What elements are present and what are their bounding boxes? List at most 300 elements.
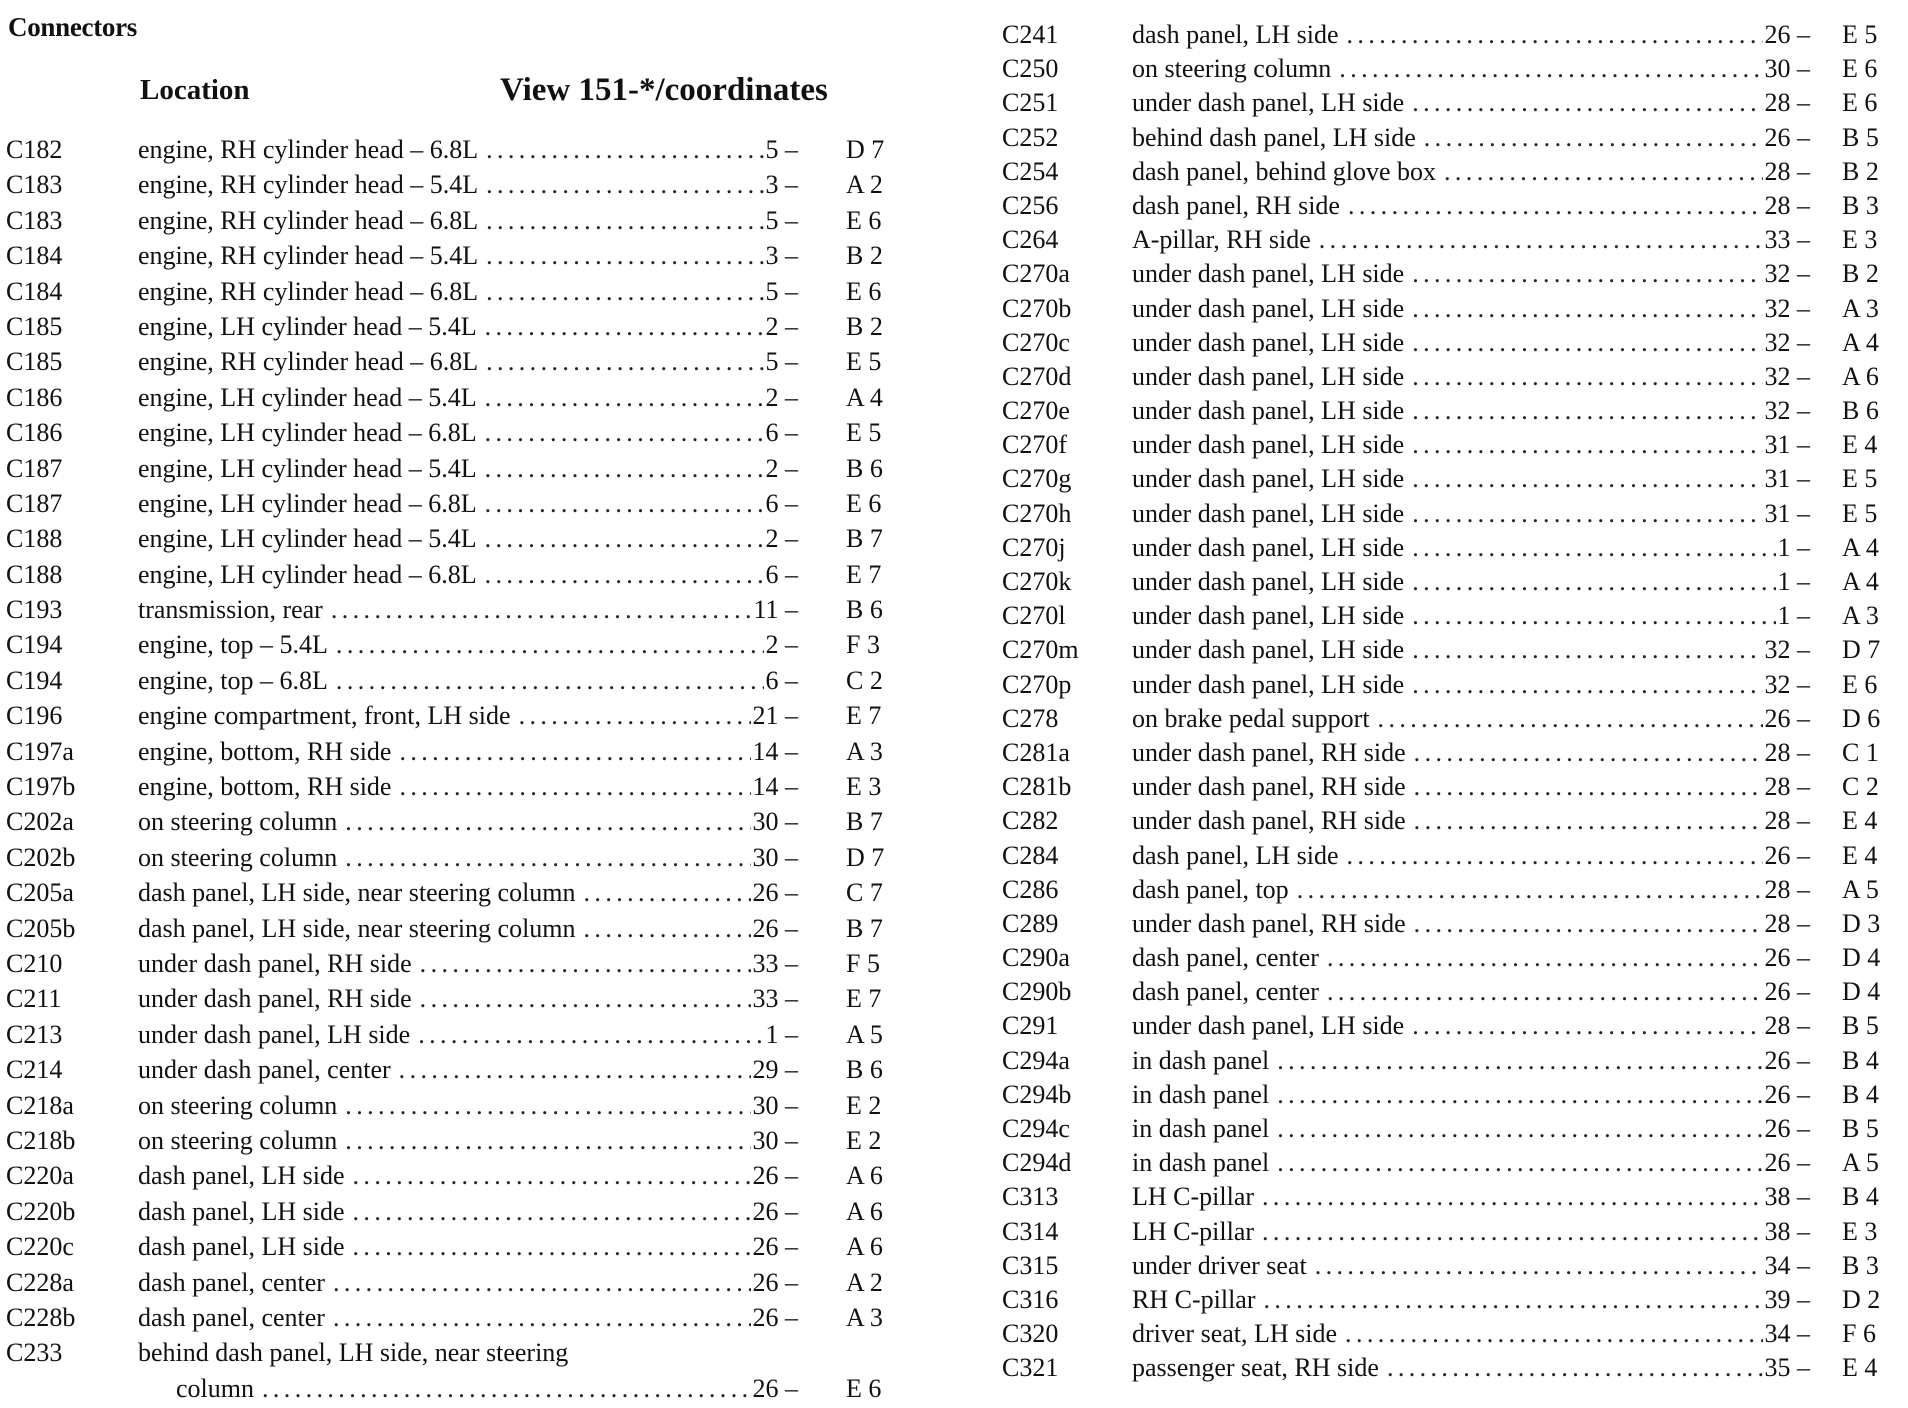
connector-row — [1002, 531, 1902, 565]
grid-coordinate: A 3 — [846, 736, 883, 766]
connector-row — [1002, 873, 1902, 907]
connector-location: dash panel, LH side — [1132, 840, 1339, 870]
connector-row — [1002, 1317, 1902, 1351]
grid-coordinate: A 6 — [846, 1161, 883, 1191]
dot-leader — [1444, 155, 1763, 189]
dot-leader — [1414, 804, 1763, 838]
dot-leader — [345, 1123, 750, 1158]
connector-code: C286 — [1002, 874, 1059, 904]
connector-location: under dash panel, LH side — [1132, 635, 1405, 665]
grid-coordinate: A 4 — [846, 382, 883, 412]
grid-coordinate: C 1 — [1842, 737, 1879, 767]
dot-leader — [1378, 702, 1763, 736]
grid-coordinate: B 3 — [1842, 190, 1879, 220]
grid-coordinate: E 2 — [846, 1090, 882, 1120]
connector-location: under dash panel, LH side — [1132, 293, 1405, 323]
grid-coordinate: B 2 — [1842, 259, 1879, 289]
view-number: 2 – — [765, 524, 798, 554]
connector-row — [0, 167, 940, 202]
grid-coordinate: B 5 — [1842, 1011, 1879, 1041]
view-number: 29 – — [752, 1055, 798, 1085]
connector-code: C210 — [6, 948, 63, 978]
connector-code: C270j — [1002, 532, 1066, 562]
connector-location: engine, RH cylinder head – 5.4L — [138, 241, 479, 271]
connector-code: C220c — [6, 1232, 74, 1262]
dot-leader — [1264, 1283, 1763, 1317]
dot-leader — [1277, 1146, 1762, 1180]
view-number: 3 – — [765, 170, 798, 200]
connector-location: under dash panel, LH side — [1132, 361, 1405, 391]
connector-code: C321 — [1002, 1353, 1059, 1383]
location-cell — [1132, 121, 1810, 155]
grid-coordinate: B 4 — [1842, 1045, 1879, 1075]
connector-row — [0, 911, 940, 946]
connector-row — [1002, 257, 1902, 291]
view-number: 28 – — [1764, 874, 1810, 904]
connector-code: C182 — [6, 135, 63, 164]
view-number: 21 – — [752, 701, 798, 731]
view-number: 31 – — [1764, 464, 1810, 494]
location-cell — [138, 734, 798, 769]
view-number: 28 – — [1764, 772, 1810, 802]
grid-coordinate: E 5 — [1842, 20, 1878, 49]
grid-coordinate: B 6 — [846, 1055, 883, 1085]
view-number: 6 – — [765, 488, 798, 518]
location-cell — [138, 238, 798, 273]
location-cell — [1132, 531, 1810, 565]
grid-coordinate: E 5 — [846, 418, 882, 448]
dot-leader — [1412, 1009, 1762, 1043]
grid-coordinate: A 3 — [846, 1302, 883, 1332]
grid-coordinate: E 3 — [1842, 1216, 1878, 1246]
location-cell — [138, 344, 798, 379]
connector-code: C233 — [6, 1338, 63, 1368]
view-number: 28 – — [1764, 806, 1810, 836]
connector-location: behind dash panel, LH side — [1132, 122, 1416, 152]
connector-row — [1002, 736, 1902, 770]
grid-coordinate: E 4 — [1842, 430, 1878, 460]
connector-location: dash panel, LH side — [1132, 20, 1339, 49]
view-number: 28 – — [1764, 190, 1810, 220]
connector-code: C270h — [1002, 498, 1072, 528]
connector-location: engine, RH cylinder head – 6.8L — [138, 205, 479, 235]
location-cell — [1132, 1317, 1810, 1351]
location-cell — [138, 1017, 798, 1052]
connector-row — [1002, 189, 1902, 223]
view-number: 33 – — [752, 984, 798, 1014]
location-cell — [1132, 599, 1810, 633]
connector-code: C313 — [1002, 1182, 1059, 1212]
dot-leader — [1319, 223, 1763, 257]
connector-row — [1002, 52, 1902, 86]
connector-row — [0, 1265, 940, 1300]
dot-leader — [1262, 1215, 1762, 1249]
dot-leader — [485, 380, 764, 415]
view-number: 28 – — [1764, 908, 1810, 938]
connector-code: C193 — [6, 595, 63, 625]
connector-code: C184 — [6, 276, 63, 306]
connector-code: C251 — [1002, 88, 1059, 118]
connector-code: C186 — [6, 382, 63, 412]
grid-coordinate: B 7 — [846, 913, 883, 943]
connector-location: in dash panel — [1132, 1079, 1270, 1109]
dot-leader — [1412, 394, 1762, 428]
connector-code: C290b — [1002, 977, 1072, 1007]
connector-row — [0, 132, 940, 167]
location-cell — [1132, 292, 1810, 326]
connector-location: engine, RH cylinder head – 6.8L — [138, 276, 479, 306]
grid-coordinate: E 4 — [1842, 840, 1878, 870]
connector-location: on steering column — [1132, 54, 1332, 84]
connector-code: C228b — [6, 1302, 76, 1332]
connector-code: C183 — [6, 170, 63, 200]
connector-code: C187 — [6, 453, 63, 483]
location-cell — [138, 1229, 798, 1264]
connector-location: engine, LH cylinder head – 5.4L — [138, 524, 477, 554]
location-cell — [138, 769, 798, 804]
connector-row — [0, 1300, 940, 1335]
dot-leader — [1412, 428, 1762, 462]
connector-row — [0, 1123, 940, 1158]
dot-leader — [1412, 668, 1762, 702]
view-number: 31 – — [1764, 430, 1810, 460]
dot-leader — [485, 486, 764, 521]
connector-row — [0, 1335, 940, 1407]
connector-row — [1002, 394, 1902, 428]
connector-row — [0, 592, 940, 627]
dot-leader — [418, 1017, 763, 1052]
connector-row — [1002, 155, 1902, 189]
grid-coordinate: A 5 — [1842, 1148, 1879, 1178]
location-cell — [138, 592, 798, 627]
grid-coordinate: A 5 — [1842, 874, 1879, 904]
dot-leader — [1414, 907, 1763, 941]
dot-leader — [1412, 565, 1775, 599]
view-number: 26 – — [752, 1161, 798, 1191]
connector-code: C270m — [1002, 635, 1079, 665]
connector-location: engine, RH cylinder head – 6.8L — [138, 347, 479, 377]
connector-row — [1002, 565, 1902, 599]
connector-row — [0, 663, 940, 698]
connector-row — [1002, 1249, 1902, 1283]
connector-row — [1002, 1283, 1902, 1317]
connector-location: under dash panel, LH side — [138, 1019, 411, 1049]
location-cell — [138, 1265, 798, 1300]
view-number: 31 – — [1764, 498, 1810, 528]
view-number: 26 – — [1764, 943, 1810, 973]
location-cell — [1132, 155, 1810, 189]
grid-coordinate: E 7 — [846, 559, 882, 589]
right-connector-list — [1002, 18, 1902, 1386]
connector-location: driver seat, LH side — [1132, 1319, 1338, 1349]
view-number: 26 – — [1764, 977, 1810, 1007]
connector-location: dash panel, top — [1132, 874, 1289, 904]
connector-code: C270l — [1002, 601, 1066, 631]
connector-code: C294d — [1002, 1148, 1072, 1178]
dot-leader — [1414, 736, 1763, 770]
view-number: 26 – — [1764, 1148, 1810, 1178]
connector-location: engine compartment, front, LH side — [138, 701, 511, 731]
location-cell — [1132, 86, 1810, 120]
connector-code: C220a — [6, 1161, 74, 1191]
connector-code: C188 — [6, 559, 63, 589]
grid-coordinate: E 5 — [846, 347, 882, 377]
location-cell — [1132, 941, 1810, 975]
dot-leader — [1412, 531, 1775, 565]
location-cell — [1132, 394, 1810, 428]
connector-code: C202a — [6, 807, 74, 837]
location-cell — [1132, 1249, 1810, 1283]
dot-leader — [584, 911, 751, 946]
view-number: 35 – — [1764, 1353, 1810, 1383]
connector-location: engine, bottom, RH side — [138, 736, 392, 766]
grid-coordinate: E 7 — [846, 701, 882, 731]
connector-row — [1002, 804, 1902, 838]
view-number: 38 – — [1764, 1182, 1810, 1212]
connector-code: C270p — [1002, 669, 1072, 699]
connector-row — [0, 274, 940, 309]
connector-location: transmission, rear — [138, 595, 323, 625]
connector-row — [1002, 292, 1902, 326]
dot-leader — [486, 203, 763, 238]
location-cell — [1132, 1180, 1810, 1214]
dot-leader — [399, 1052, 751, 1087]
dot-leader — [486, 274, 763, 309]
view-number: 30 – — [1764, 54, 1810, 84]
location-cell — [138, 911, 798, 946]
connector-code: C315 — [1002, 1250, 1059, 1280]
connector-location: under dash panel, LH side — [1132, 532, 1405, 562]
grid-coordinate: A 5 — [846, 1019, 883, 1049]
connector-row — [1002, 462, 1902, 496]
connector-row — [0, 627, 940, 662]
grid-coordinate: B 2 — [846, 241, 883, 271]
connector-row — [0, 840, 940, 875]
connector-row — [0, 981, 940, 1016]
dot-leader — [345, 1088, 750, 1123]
grid-coordinate: B 5 — [1842, 122, 1879, 152]
connector-code: C281b — [1002, 772, 1072, 802]
location-cell — [138, 557, 798, 592]
location-cell — [1132, 223, 1810, 257]
connector-row — [1002, 1044, 1902, 1078]
grid-coordinate: A 6 — [1842, 361, 1879, 391]
connector-code: C228a — [6, 1267, 74, 1297]
connector-code: C320 — [1002, 1319, 1059, 1349]
view-number: 32 – — [1764, 635, 1810, 665]
connector-code: C284 — [1002, 840, 1059, 870]
connector-row — [0, 1088, 940, 1123]
connector-location: engine, LH cylinder head – 5.4L — [138, 382, 477, 412]
connector-row — [1002, 18, 1902, 52]
connector-location: LH C-pillar — [1132, 1216, 1255, 1246]
connector-location: under dash panel, LH side — [1132, 327, 1405, 357]
location-cell — [138, 627, 798, 662]
connector-location: engine, LH cylinder head – 6.8L — [138, 488, 477, 518]
connector-location: dash panel, center — [1132, 943, 1319, 973]
grid-coordinate: B 5 — [1842, 1114, 1879, 1143]
dot-leader — [336, 663, 764, 698]
location-cell — [1132, 18, 1810, 52]
connector-code: C314 — [1002, 1216, 1059, 1246]
view-number: 32 – — [1764, 327, 1810, 357]
location-cell — [138, 663, 798, 698]
dot-leader — [1277, 1044, 1762, 1078]
location-cell — [138, 1052, 798, 1087]
connector-location: engine, LH cylinder head – 6.8L — [138, 418, 477, 448]
dot-leader — [1414, 770, 1763, 804]
connector-location: engine, LH cylinder head – 6.8L — [138, 559, 477, 589]
connector-location: under dash panel, RH side — [1132, 772, 1406, 802]
connector-row — [1002, 1351, 1902, 1385]
connector-row — [1002, 428, 1902, 462]
connector-code: C202b — [6, 842, 76, 872]
grid-coordinate: D 2 — [1842, 1284, 1881, 1314]
view-number: 14 – — [752, 736, 798, 766]
connector-location: on steering column — [138, 1125, 338, 1155]
connector-code: C270c — [1002, 327, 1070, 357]
view-number: 5 – — [765, 347, 798, 377]
view-number: 32 – — [1764, 396, 1810, 426]
dot-leader — [485, 521, 764, 556]
connector-code: C250 — [1002, 54, 1059, 84]
connector-row — [0, 1017, 940, 1052]
location-cell — [138, 380, 798, 415]
connector-location: engine, RH cylinder head – 5.4L — [138, 170, 479, 200]
view-number: 26 – — [1764, 840, 1810, 870]
connector-code: C270f — [1002, 430, 1067, 460]
view-number: 6 – — [765, 665, 798, 695]
dot-leader — [1315, 1249, 1763, 1283]
grid-coordinate: C 7 — [846, 878, 883, 908]
grid-coordinate: D 4 — [1842, 977, 1881, 1007]
connector-row — [0, 521, 940, 556]
location-cell — [138, 274, 798, 309]
connector-row — [0, 769, 940, 804]
dot-leader — [336, 627, 764, 662]
connector-code: C270g — [1002, 464, 1072, 494]
location-cell — [176, 1371, 798, 1406]
view-number: 26 – — [752, 1267, 798, 1297]
connector-code: C256 — [1002, 190, 1059, 220]
location-cell — [138, 203, 798, 238]
connector-location: engine, LH cylinder head – 5.4L — [138, 311, 477, 341]
dot-leader — [353, 1194, 751, 1229]
connector-row — [0, 698, 940, 733]
dot-leader — [1277, 1078, 1762, 1112]
connector-code: C187 — [6, 488, 63, 518]
connector-code: C270e — [1002, 396, 1070, 426]
connector-location: engine, top – 6.8L — [138, 665, 328, 695]
connector-location: dash panel, LH side — [138, 1161, 345, 1191]
dot-leader — [399, 734, 750, 769]
left-connector-list — [0, 132, 940, 1407]
location-cell — [138, 804, 798, 839]
connector-row — [0, 1194, 940, 1229]
connector-code: C218a — [6, 1090, 74, 1120]
view-number: 26 – — [1764, 1114, 1810, 1143]
connector-code: C186 — [6, 418, 63, 448]
location-cell — [1132, 1078, 1810, 1112]
grid-coordinate: E 2 — [846, 1125, 882, 1155]
dot-leader — [345, 804, 750, 839]
connector-row — [0, 415, 940, 450]
view-number: 2 – — [765, 382, 798, 412]
location-cell — [1132, 428, 1810, 462]
view-number: 2 – — [765, 453, 798, 483]
connector-row — [0, 451, 940, 486]
connector-location: under dash panel, LH side — [1132, 259, 1405, 289]
location-cell — [1132, 873, 1810, 907]
connector-location: engine, top – 5.4L — [138, 630, 328, 660]
connector-row — [0, 486, 940, 521]
connector-code: C270b — [1002, 293, 1072, 323]
dot-leader — [486, 344, 763, 379]
dot-leader — [1412, 292, 1762, 326]
view-number: 26 – — [752, 1232, 798, 1262]
dot-leader — [485, 557, 764, 592]
connector-row — [0, 309, 940, 344]
connector-code: C205a — [6, 878, 74, 908]
connector-code: C194 — [6, 665, 63, 695]
connector-row — [0, 238, 940, 273]
location-cell — [1132, 1215, 1810, 1249]
view-number: 28 – — [1764, 156, 1810, 186]
connector-row — [1002, 1146, 1902, 1180]
connector-row — [0, 203, 940, 238]
connector-row — [1002, 633, 1902, 667]
view-number: 33 – — [1764, 225, 1810, 255]
dot-leader — [399, 769, 750, 804]
location-cell — [1132, 702, 1810, 736]
view-number: 3 – — [765, 241, 798, 271]
grid-coordinate: E 6 — [1842, 669, 1878, 699]
connector-code: C218b — [6, 1125, 76, 1155]
grid-coordinate: E 6 — [846, 1374, 882, 1404]
view-number: 32 – — [1764, 361, 1810, 391]
connector-code: C264 — [1002, 225, 1059, 255]
dot-leader — [1412, 257, 1762, 291]
connector-code: C290a — [1002, 943, 1070, 973]
location-cell — [138, 451, 798, 486]
connector-code: C211 — [6, 984, 62, 1014]
connector-code: C194 — [6, 630, 63, 660]
view-number: 30 – — [752, 1090, 798, 1120]
dot-leader — [420, 946, 751, 981]
location-cell — [1132, 257, 1810, 291]
connector-location: dash panel, behind glove box — [1132, 156, 1436, 186]
connector-location: in dash panel — [1132, 1114, 1270, 1143]
dot-leader — [353, 1158, 751, 1193]
grid-coordinate: D 4 — [1842, 943, 1881, 973]
dot-leader — [1277, 1112, 1762, 1146]
location-cell — [138, 486, 798, 521]
location-cell — [1132, 1146, 1810, 1180]
location-cell — [1132, 839, 1810, 873]
grid-coordinate: E 6 — [846, 276, 882, 306]
connector-row — [1002, 839, 1902, 873]
connector-code: C270a — [1002, 259, 1070, 289]
connector-row — [0, 875, 940, 910]
view-number: 32 – — [1764, 259, 1810, 289]
location-cell — [138, 415, 798, 450]
dot-leader — [1262, 1180, 1762, 1214]
connector-code: C252 — [1002, 122, 1059, 152]
connector-code: C197a — [6, 736, 74, 766]
view-column-heading: View 151-*/coordinates — [500, 72, 828, 108]
grid-coordinate: A 3 — [1842, 293, 1879, 323]
dot-leader — [1327, 941, 1763, 975]
